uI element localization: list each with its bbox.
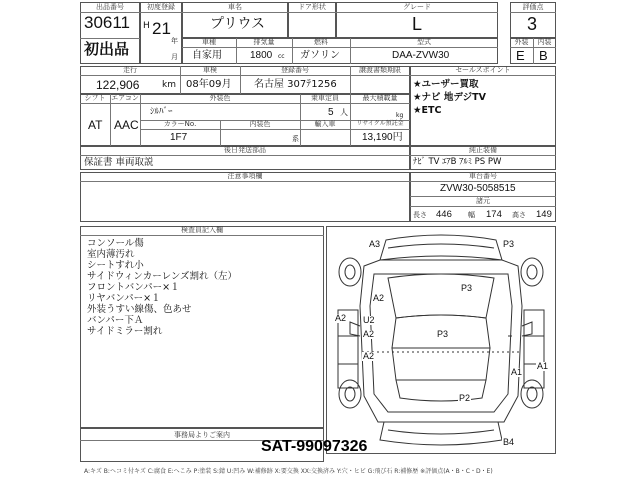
plate-number: 名古屋 307ﾃ1256 [254,79,337,90]
interior-grade: B [539,48,548,63]
inspection-item: リヤバンパー×１ [87,293,161,304]
height-value: 149 [536,209,552,220]
sales-point-1: ★ユーザー買取 [413,79,479,90]
damage-mark: A2 [363,329,375,339]
capacity-label: 乗車定員 [311,94,339,102]
documents-label: 後日発送部品 [224,146,266,154]
shift-label: シフト [84,94,106,102]
capacity-value: 5 [328,107,334,118]
era: H [143,21,150,31]
reg-year: 21 [152,19,171,38]
exterior-grade: E [516,48,525,63]
capacity-unit: 人 [340,108,348,117]
damage-mark: A2 [373,293,385,303]
inspection-item: コンソール傷 [87,238,144,249]
ext-color-label: 外装色 [209,94,231,102]
damage-mark: P3 [437,329,449,339]
score-label: 評価点 [522,3,544,11]
notes-label: 注意事項欄 [227,172,263,180]
inspection-value: 08年09月 [186,79,232,90]
mileage-value: 122,906 [96,78,140,92]
car-name: プリウス [210,16,266,32]
first-reg-label: 初度登録 [147,3,175,11]
sales-point-3: ★ETC [413,105,442,116]
recycle-doc-label: 譲渡書類期限 [359,66,401,74]
shift-value: AT [88,118,103,132]
int-color-label: 内装色 [249,120,271,128]
damage-mark: U2 [363,315,375,325]
plate-label: 登録番号 [281,66,309,74]
first-listing-badge: 初出品 [84,40,130,58]
month-unit: 月 [171,53,178,61]
displacement: 1800 [250,50,273,61]
damage-mark: A1 [537,361,549,371]
damage-mark: A2 [335,313,347,323]
width-value: 174 [486,209,502,220]
color-no-label: カラーNo. [163,120,197,128]
fuel-label: 燃料 [314,38,328,46]
height-label: 高さ [512,211,526,219]
damage-mark: B4 [503,437,515,447]
equipment-label: 純正装備 [469,146,497,154]
dims-label: 諸元 [476,197,490,205]
grade-label: グレード [403,3,431,11]
inspection-item: シートすれ小 [87,260,144,271]
chassis-label: 車台番号 [469,172,497,180]
color-no-value: 1F7 [170,132,188,143]
grade-value: L [412,14,423,34]
car-outline-icon [326,226,556,454]
inspection-item: サイドミラー割れ [87,326,163,337]
load-label: 最大積載量 [362,94,398,102]
inspection-item: 外装うすい線傷、色あせ [87,304,192,315]
lot-label: 出品番号 [96,3,124,11]
car-damage-diagram [326,226,556,454]
inspection-item: 室内薄汚れ [87,249,135,260]
inspection-item: サイドウィンカーレンズ割れ（左） [87,271,238,282]
aircon-label: エアコン [111,94,139,102]
inspection-item: バンパー下Ａ [87,315,144,326]
width-label: 幅 [468,211,475,219]
car-name-label: 車名 [228,3,242,11]
office-label: 事務局よりご案内 [174,431,230,439]
watermark-id: SAT-99097326 [261,438,368,455]
model-label: 型式 [417,38,431,46]
length-value: 446 [436,209,452,220]
documents-value: 保証書 車両取説 [84,157,154,168]
exterior-label: 外装 [514,38,529,46]
door-label: ドア形状 [298,3,326,11]
legend: A:キズ B:ヘコミ付キズ C:腐食 E:へこみ P:塗装 S:錆 U:凹み W:補修跡 X:要交換 XX:交換済み Y:穴・ヒビ G:飛び石 R:補修歴 ※評価点(A・B・C・D・E) [84,468,493,475]
damage-mark: A1 [511,367,523,377]
inspection-label: 検査員記入欄 [181,226,223,234]
import-label: 輸入車 [314,120,336,128]
damage-mark: A2 [363,351,375,361]
recycle-fee-value: 13,190円 [362,132,403,143]
sales-points-label: セールスポイント [455,66,511,74]
cc-unit: cc [278,53,285,60]
ext-color-value: ｼﾙﾊﾞｰ [150,107,173,117]
year-unit: 年 [171,37,178,45]
kei-char: 系 [292,135,299,143]
damage-mark: A3 [369,239,381,249]
sales-point-2: ★ナビ 地デジTV [413,92,486,103]
model-code: DAA-ZVW30 [392,50,450,61]
chassis-number: ZVW30-5058515 [440,183,516,194]
inspection-label: 車検 [203,66,217,74]
displacement-label: 排気量 [253,38,275,46]
damage-mark: P3 [503,239,515,249]
recycle-fee-label: リサイクル預託金 [356,120,404,127]
km-unit: km [162,80,176,90]
lot-number: 30611 [84,13,131,32]
mileage-label: 走行 [123,66,137,74]
damage-mark: P2 [459,393,471,403]
equipment-value: ﾅﾋﾞ TV ｴｱB ｱﾙﾐ PS PW [413,157,502,167]
fuel-value: ガソリン [300,50,340,61]
aircon-value: AAC [114,118,139,132]
vehicle-type: 自家用 [192,50,222,61]
interior-label: 内装 [537,38,552,46]
type-label: 車種 [202,38,216,46]
score-value: 3 [527,14,538,34]
inspection-item: フロントバンパー×１ [87,282,180,293]
length-label: 長さ [413,211,427,219]
load-unit: kg [396,112,404,119]
damage-mark: P3 [461,283,473,293]
